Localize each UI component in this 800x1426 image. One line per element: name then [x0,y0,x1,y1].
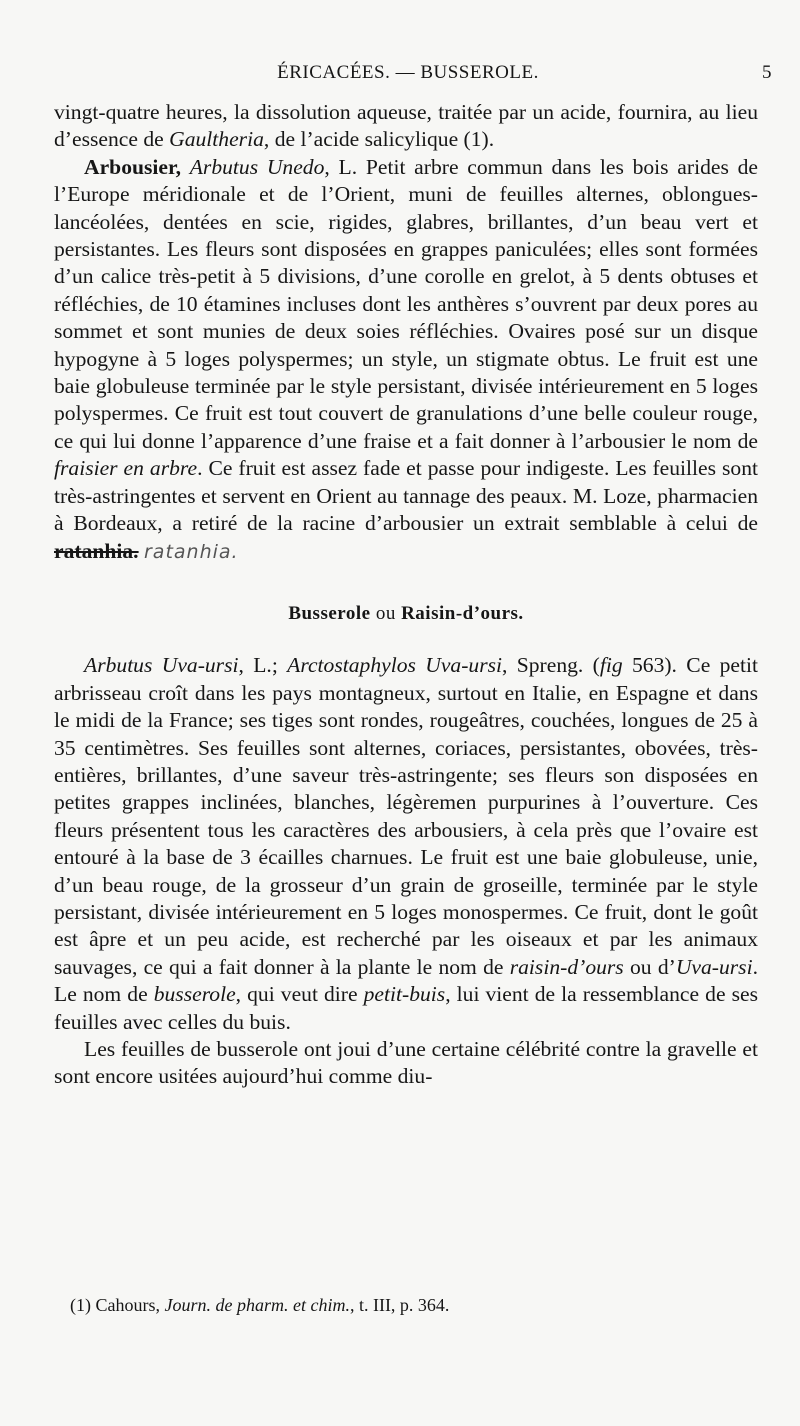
text-run: , de l’acide salicylique (1). [263,127,495,152]
italic-run: Gaultheria [169,127,264,152]
italic-run: fig [599,653,623,678]
paragraph-continuation [54,99,758,154]
heading-part: Raisin-d’ours. [401,602,524,624]
heading-part: Busserole [288,602,371,624]
italic-run: Arbutus Uva-ursi [84,653,239,678]
text-run: , lui vient de la ressemblance de ses feuilles avec celles du buis. [54,982,758,1034]
italic-run: petit-buis [363,982,446,1007]
text-run: Les feuilles de busserole ont joui d’une certaine célébrité contre la gravelle et sont encore usitées aujourd’hui comme diu- [54,1037,758,1089]
italic-run: Uva-ursi [675,954,753,979]
italic-run: busserole [153,982,236,1007]
header-title: ÉRICACÉES. — BUSSEROLE. [277,62,539,83]
text-run: , L.; [238,653,288,678]
body-text [54,99,758,1091]
paragraph-arbousier [54,154,758,566]
text-run: . Le nom de [54,954,758,1007]
page-number: 5 [762,62,772,83]
heading-conjunction: ou [375,602,396,624]
text-run: , t. III, p. 364. [349,1295,450,1315]
italic-run: Arctostaphylos Uva-ursi [287,653,503,678]
text-run: , L. Petit arbre commun dans les bois arides de l’Europe méridionale et de l’Orient, muni de feuilles alternes, oblongues-lancéolées, dentées en scie, rigides, glabres, brillantes, d’un beau vert et persistantes. Les fleurs sont disposées en grappes paniculées; elles sont formées d’un calice très-petit à 5 divisions, d’une corolle en grelot, à 5 dents obtuses et réfléchies, de 10 étamines incluses dont les anthères s’ouvrent par deux pores au sommet et sont munies de deux soies réfléchies. Ovaires posé sur un disque hypogyne à 5 loges polyspermes; un style, un stigmate obtus. Le fruit est une baie globuleuse terminée par le style persistant, divisée intérieurement en 5 loges polyspermes. Ce fruit est tout couvert de granulations d’une belle couleur rouge, ce qui lui donne l’apparence d’une fraise et a fait donner à l’arbousier le nom de [54,154,758,453]
paragraph-busserole [54,652,758,1036]
text-run: , qui veut dire [235,982,364,1007]
running-header [58,62,772,92]
text-run: ou d’ [623,954,676,979]
section-heading [54,600,758,627]
text-run: (1) Cahours, [70,1295,165,1315]
handwritten-annotation: ratanhia. [144,540,239,563]
text-run: 563). Ce petit arbrisseau croît dans les pays montagneux, surtout en Italie, en Espagne et dans le midi de la France; ses tiges sont rondes, rougeâtres, couchées, longues de 25 à 35 centimètres. Ses feuilles sont alternes, coriaces, persistantes, obovées, très-entières, brillantes, d’une saveur très-astringente; ses fleurs son disposées en petites grappes inclinées, blanches, légèremen purpurines à l’ouverture. Ces fleurs présentent tous les caractères des arbousiers, à cela près que l’ovaire est entouré à la base de 3 écailles charnues. Le fruit est une baie globuleuse, unie, d’un beau rouge, de la grosseur d’un grain de groseille, terminée par le style persistant, divisée intérieurement en 5 loges monospermes. Ce fruit, dont le goût est âpre et un peu acide, est recherché par les oiseaux et par les animaux sauvages, ce qui a fait donner à la plante le nom de [54,653,758,979]
footnote [70,1295,760,1316]
italic-run: raisin-d’ours [509,954,624,979]
italic-run: Arbutus Unedo [189,154,325,179]
text-run: vingt-quatre heures, la dissolution aqueuse, traitée par un acide, fournira, au lieu d’essence de [54,100,758,152]
entry-title: Arbousier, [84,154,181,179]
italic-run: Journ. de pharm. et chim. [164,1295,350,1315]
italic-run: fraisier en arbre [54,456,198,481]
paragraph-feuilles [54,1036,758,1091]
struck-word: ratanhia. [54,538,139,563]
text-run: . Ce fruit est assez fade et passe pour indigeste. Les feuilles sont très-astringentes et servent en Orient au tannage des peaux. M. Loze, pharmacien à Bordeaux, a retiré de la racine d’arbousier un extrait semblable à celui de [54,456,759,536]
text-run: , Spreng. ( [502,653,600,678]
